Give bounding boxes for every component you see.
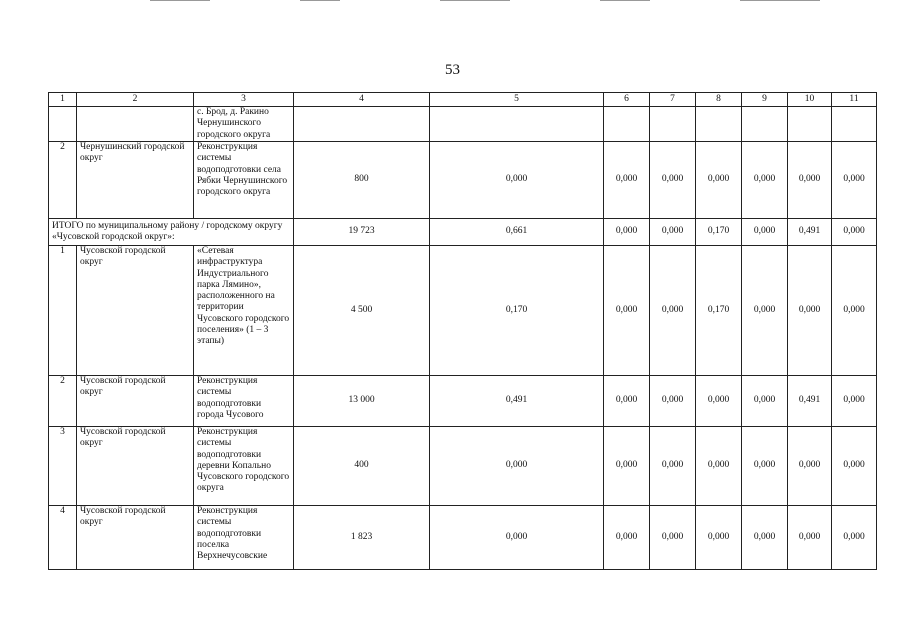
value-cell: 0,000 — [430, 427, 604, 506]
value-cell: 0,000 — [604, 219, 650, 246]
page-number: 53 — [445, 62, 460, 78]
data-table — [48, 92, 877, 570]
value-cell: 0,000 — [430, 142, 604, 219]
municipality-cell: Чусовской городской округ — [77, 246, 194, 376]
value-cell: 0,000 — [650, 219, 696, 246]
value-cell: 0,000 — [788, 246, 832, 376]
header-cell: 4 — [294, 93, 430, 107]
row-number: 3 — [49, 427, 77, 506]
object-cell: Реконструкция системы водоподготовки поселка Верхнечусовские — [194, 506, 294, 570]
value-cell: 0,000 — [832, 246, 877, 376]
value-cell: 1 823 — [294, 506, 430, 570]
scan-edge-marks — [0, 0, 905, 2]
header-cell: 9 — [742, 93, 788, 107]
value-cell: 0,000 — [788, 506, 832, 570]
municipality-cell: Чернушинский городской округ — [77, 142, 194, 219]
value-cell: 0,000 — [832, 506, 877, 570]
value-cell: 0,000 — [742, 376, 788, 427]
value-cell: 0,000 — [650, 376, 696, 427]
value-cell: 0,170 — [696, 219, 742, 246]
row-number: 2 — [49, 142, 77, 219]
value-cell: 0,000 — [650, 142, 696, 219]
table-row — [49, 376, 877, 427]
value-cell: 0,661 — [430, 219, 604, 246]
total-label: ИТОГО по муниципальному району / городскому округу «Чусовской городской округ»: — [49, 219, 294, 246]
value-cell: 0,000 — [832, 376, 877, 427]
value-cell: 400 — [294, 427, 430, 506]
row-number: 4 — [49, 506, 77, 570]
value-cell: 800 — [294, 142, 430, 219]
value-cell: 0,000 — [742, 246, 788, 376]
table-row — [49, 142, 877, 219]
object-cell: Реконструкция системы водоподготовки села Рябки Чернушинского городского округа — [194, 142, 294, 219]
value-cell: 13 000 — [294, 376, 430, 427]
header-cell: 1 — [49, 93, 77, 107]
value-cell: 0,000 — [696, 506, 742, 570]
value-cell: 0,491 — [430, 376, 604, 427]
value-cell: 4 500 — [294, 246, 430, 376]
value-cell: 0,170 — [430, 246, 604, 376]
value-cell: 0,000 — [696, 142, 742, 219]
header-cell: 10 — [788, 93, 832, 107]
header-cell: 5 — [430, 93, 604, 107]
row-number: 1 — [49, 246, 77, 376]
municipality-cell: Чусовской городской округ — [77, 376, 194, 427]
table-row — [49, 506, 877, 570]
table-row — [49, 427, 877, 506]
value-cell: 0,000 — [430, 506, 604, 570]
value-cell: 0,000 — [788, 142, 832, 219]
value-cell: 0,000 — [604, 427, 650, 506]
value-cell: 0,000 — [742, 506, 788, 570]
value-cell: 0,170 — [696, 246, 742, 376]
value-cell: 0,000 — [742, 427, 788, 506]
column-number-header — [49, 93, 877, 107]
value-cell: 0,000 — [650, 427, 696, 506]
table-row-continuation — [49, 107, 877, 142]
value-cell: 0,000 — [832, 427, 877, 506]
object-cell: «Сетевая инфраструктура Индустриального парка Лямино», расположенного на территории Чусовского городского поселения» (1 – 3 этапы) — [194, 246, 294, 376]
object-cell: Реконструкция системы водоподготовки деревни Копально Чусовского городского округа — [194, 427, 294, 506]
value-cell: 0,000 — [604, 246, 650, 376]
value-cell: 0,000 — [604, 506, 650, 570]
value-cell: 0,000 — [742, 219, 788, 246]
header-cell: 2 — [77, 93, 194, 107]
value-cell: 0,000 — [788, 427, 832, 506]
row-number: 2 — [49, 376, 77, 427]
value-cell: 0,000 — [832, 142, 877, 219]
value-cell: 0,000 — [696, 427, 742, 506]
value-cell: 0,000 — [650, 506, 696, 570]
header-cell: 3 — [194, 93, 294, 107]
value-cell: 0,000 — [604, 142, 650, 219]
value-cell: 0,000 — [650, 246, 696, 376]
object-cell: с. Брод, д. Ракино Чернушинского городского округа — [194, 107, 294, 142]
total-row — [49, 219, 877, 246]
value-cell: 0,000 — [742, 142, 788, 219]
header-cell: 8 — [696, 93, 742, 107]
object-cell: Реконструкция системы водоподготовки города Чусового — [194, 376, 294, 427]
value-cell: 0,000 — [832, 219, 877, 246]
value-cell: 0,491 — [788, 219, 832, 246]
header-cell: 6 — [604, 93, 650, 107]
municipality-cell: Чусовской городской округ — [77, 506, 194, 570]
value-cell: 0,000 — [696, 376, 742, 427]
municipality-cell: Чусовской городской округ — [77, 427, 194, 506]
table-row — [49, 246, 877, 376]
value-cell: 0,000 — [604, 376, 650, 427]
header-cell: 11 — [832, 93, 877, 107]
value-cell: 0,491 — [788, 376, 832, 427]
value-cell: 19 723 — [294, 219, 430, 246]
header-cell: 7 — [650, 93, 696, 107]
